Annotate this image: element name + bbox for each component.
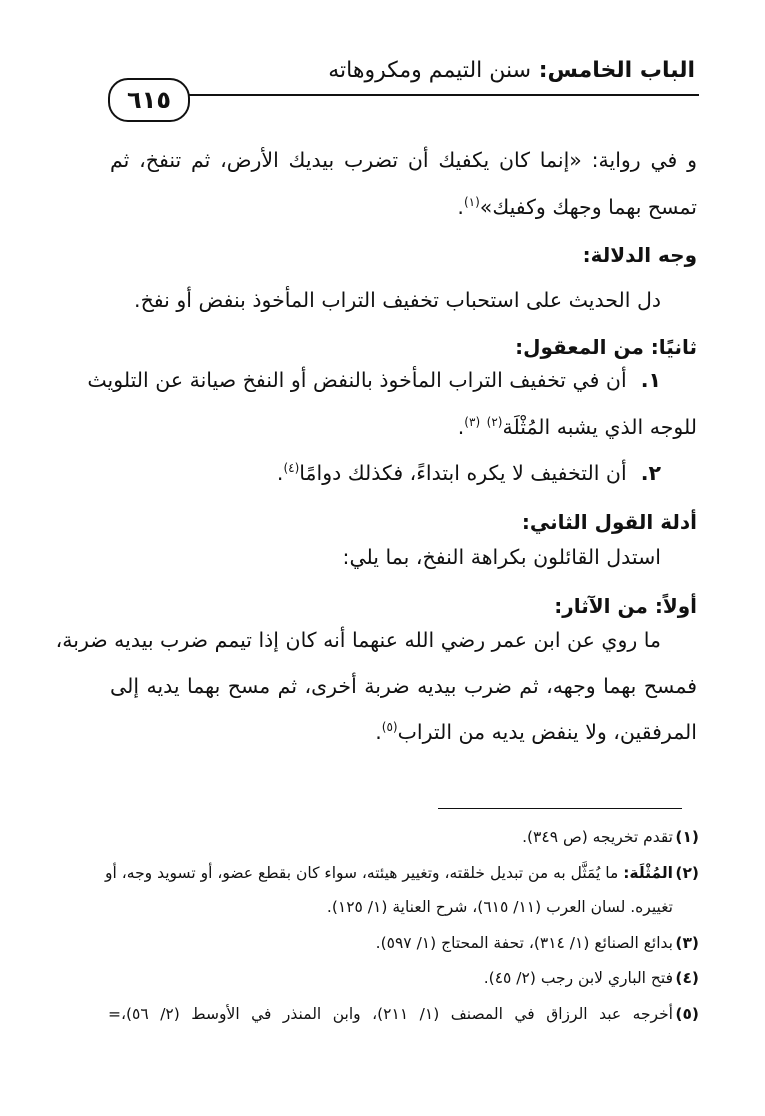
- footnote-ref-1[interactable]: (١): [463, 195, 480, 210]
- istadal-paragraph: استدل القائلون بكراهة النفخ، بما يلي:: [342, 545, 661, 569]
- footnote-1: (١)تقدم تخريجه (ص ٣٤٩).: [522, 828, 699, 846]
- section-heading-thaniyan: ثانيًا: من المعقول:: [515, 335, 697, 359]
- footnote-2-term: المُثْلَة:: [623, 864, 673, 882]
- running-header: [328, 58, 695, 83]
- athar-line-3: المرفقين، ولا ينفض يديه من التراب$^{(٥)}$.: [375, 720, 697, 744]
- footnote-5: (٥)أخرجه عبد الرزاق في المصنف (١/ ٢١١)، وابن المنذر في الأوسط (٢/ ٥٦)،=: [108, 1005, 699, 1023]
- footnote-4: (٤)فتح الباري لابن رجب (٢/ ٤٥).: [483, 969, 699, 987]
- dalala-paragraph: دل الحديث على استحباب تخفيف التراب المأخوذ بنفض أو نفخ.: [134, 288, 661, 312]
- page-number: ٦١٥: [127, 86, 171, 114]
- footnote-3: (٣)بدائع الصنائع (١/ ٣١٤)، تحفة المحتاج (١/ ٥٩٧).: [375, 934, 699, 952]
- footnote-2-number: (٢): [675, 864, 699, 882]
- footnote-1-number: (١): [675, 828, 699, 846]
- footnote-5-number: (٥): [675, 1005, 699, 1023]
- footnote-4-number: (٤): [675, 969, 699, 987]
- point-1-line-2: للوجه الذي يشبه المُثْلَة$^{(٢)}$ $^{(٣)}$.: [457, 415, 697, 439]
- footnote-ref-4[interactable]: (٤): [283, 461, 300, 476]
- point-2: ٢.أن التخفيف لا يكره ابتداءً، فكذلك دوامًا$^{(٤)}$.: [276, 461, 661, 485]
- section-heading-awwalan: أولاً: من الآثار:: [554, 594, 697, 618]
- footnote-separator: [438, 808, 682, 809]
- chapter-label: الباب الخامس:: [538, 58, 695, 83]
- riwaya-line-2: تمسح بهما وجهك وكفيك»$^{(١)}$.: [457, 195, 697, 219]
- section-heading-wajh: وجه الدلالة:: [582, 243, 697, 267]
- footnote-ref-5[interactable]: (٥): [381, 720, 398, 735]
- page-number-badge: [108, 78, 190, 122]
- chapter-title: سنن التيمم ومكروهاته: [328, 58, 532, 83]
- point-2-number: ٢.: [640, 461, 661, 485]
- footnote-2-line-1: (٢)المُثْلَة: ما يُمَثَّل به من تبديل خلقته، وتغيير هيئته، سواء كان بقطع عضو، أو تسويد وجه، أو: [105, 864, 699, 882]
- riwaya-line-1: و في رواية: «إنما كان يكفيك أن تضرب بيديك الأرض، ثم تنفخ، ثم: [110, 148, 697, 172]
- footnote-3-number: (٣): [675, 934, 699, 952]
- athar-line-2: فمسح بهما وجهه، ثم ضرب بيديه ضربة أخرى، ثم مسح بهما يديه إلى: [110, 674, 697, 698]
- point-1-number: ١.: [640, 368, 661, 392]
- footnote-2-line-2: تغييره. لسان العرب (١١/ ٦١٥)، شرح العناية (١/ ١٢٥).: [326, 898, 673, 916]
- point-1-line-1: ١.أن في تخفيف التراب المأخوذ بالنفض أو النفخ صيانة عن التلويث: [87, 368, 661, 392]
- footnote-ref-3[interactable]: (٣): [464, 415, 481, 430]
- section-heading-adilla: أدلة القول الثاني:: [521, 510, 697, 534]
- athar-line-1: ما روي عن ابن عمر رضي الله عنهما أنه كان إذا تيمم ضرب بيديه ضربة،: [55, 628, 661, 652]
- header-rule: [112, 94, 699, 96]
- footnote-ref-2[interactable]: (٢): [486, 415, 503, 430]
